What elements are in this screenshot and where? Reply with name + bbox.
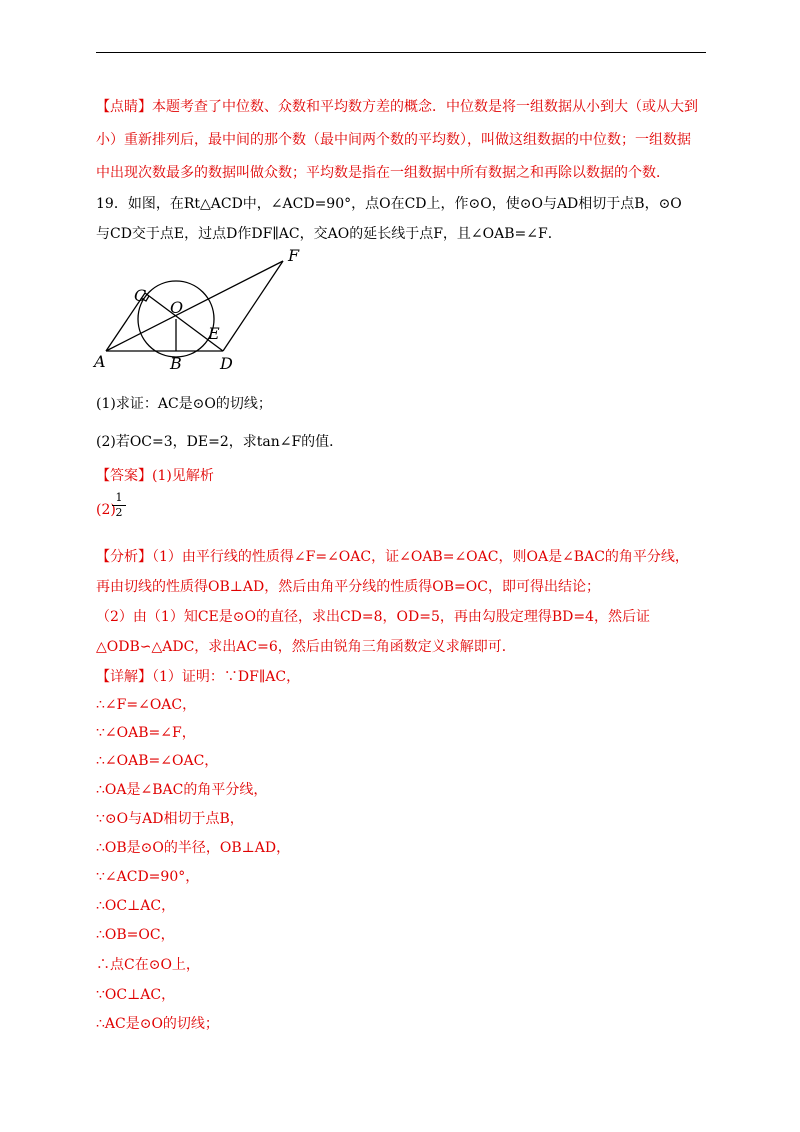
label-b: B: [170, 354, 182, 373]
label-e: E: [208, 324, 220, 343]
label-o: O: [170, 298, 184, 317]
detail-line-11: ∴点C在⊙O上，: [96, 957, 200, 973]
problem-line-1: 19．如图，在Rt△ACD中，∠ACD=90°，点O在CD上，作⊙O，使⊙O与AD相切于点B，⊙O: [96, 196, 682, 212]
analysis-line-4: △ODB∽△ADC，求出AC=6，然后由锐角三角函数定义求解即可．: [96, 639, 516, 655]
header-rule: [96, 52, 706, 53]
fraction-numerator: 1: [115, 491, 123, 504]
detail-line-10: ∴OB=OC，: [96, 927, 175, 943]
question-2: (2)若OC=3，DE=2，求tan∠F的值．: [96, 434, 344, 450]
detail-line-2: ∴∠F=∠OAC，: [96, 697, 197, 713]
comment-line-1: 【点睛】本题考查了中位数、众数和平均数方差的概念．中位数是将一组数据从小到大（或从大到: [96, 99, 698, 115]
detail-line-6: ∵⊙O与AD相切于点B，: [96, 811, 244, 827]
detail-line-3: ∵∠OAB=∠F，: [96, 725, 196, 741]
answer-part2-prefix: (2): [96, 502, 116, 518]
comment-line-3: 中出现次数最多的数据叫做众数；平均数是指在一组数据中所有数据之和再除以数据的个数．: [96, 165, 670, 181]
detail-line-12: ∵OC⊥AC，: [96, 987, 176, 1003]
detail-line-13: ∴AC是⊙O的切线；: [96, 1016, 219, 1032]
detail-line-8: ∵∠ACD=90°，: [96, 869, 200, 885]
problem-line-2: 与CD交于点E，过点D作DF∥AC，交AO的延长线于点F，且∠OAB=∠F．: [96, 226, 562, 242]
fraction-denominator: 2: [115, 506, 123, 519]
comment-line-2: 小）重新排列后，最中间的那个数（最中间两个数的平均数），叫做这组数据的中位数；一组数据: [96, 132, 691, 148]
detail-line-7: ∴OB是⊙O的半径，OB⊥AD，: [96, 840, 291, 856]
analysis-line-1: 【分析】（1）由平行线的性质得∠F=∠OAC，证∠OAB=∠OAC，则OA是∠BAC的角平分线，: [96, 549, 689, 565]
label-c: C: [134, 286, 147, 305]
question-1: (1)求证：AC是⊙O的切线；: [96, 396, 272, 412]
geometry-figure: [90, 245, 320, 375]
analysis-line-2: 再由切线的性质得OB⊥AD，然后由角平分线的性质得OB=OC，即可得出结论；: [96, 579, 600, 595]
detail-line-9: ∴OC⊥AC，: [96, 898, 176, 914]
detail-line-5: ∴OA是∠BAC的角平分线，: [96, 782, 268, 798]
answer-fraction: [112, 492, 126, 519]
analysis-line-3: （2）由（1）知CE是⊙O的直径，求出CD=8，OD=5，再由勾股定理得BD=4，然后证: [96, 609, 651, 625]
detail-line-1: 【详解】（1）证明：∵DF∥AC，: [96, 669, 301, 685]
segment-df: [223, 261, 283, 351]
label-f: F: [288, 246, 300, 265]
answer-label: 【答案】(1)见解析: [96, 468, 214, 484]
label-a: A: [94, 352, 106, 371]
label-d: D: [220, 354, 233, 373]
segment-af: [106, 261, 283, 351]
detail-line-4: ∴∠OAB=∠OAC，: [96, 753, 219, 769]
